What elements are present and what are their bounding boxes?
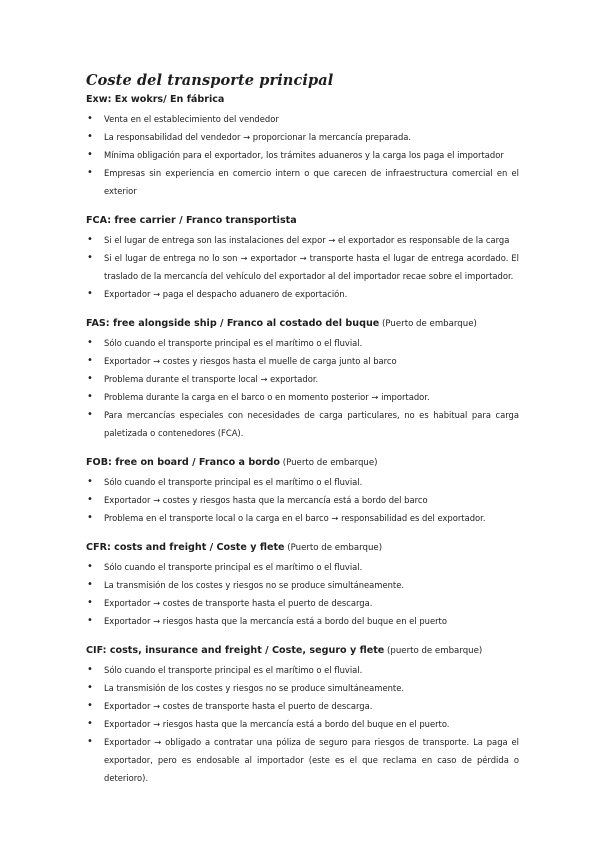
heading-term: FAS: free alongside ship / Franco al costado del buque	[86, 318, 380, 329]
heading-term: Exw: Ex wokrs/ En fábrica	[86, 94, 225, 105]
section-cif	[86, 644, 519, 787]
section-heading	[86, 541, 519, 555]
list-item: • Si el lugar de entrega son las instalaciones del expor → el exportador es responsable de la carga	[86, 231, 519, 249]
list-item: • Sólo cuando el transporte principal es el marítimo o el fluvial.	[86, 558, 519, 576]
list-item: • Exportador → costes y riesgos hasta el muelle de carga junto al barco	[86, 352, 519, 370]
section-fca	[86, 214, 519, 303]
list-item: • Mínima obligación para el exportador, los trámites aduaneros y la carga los paga el importador	[86, 146, 519, 164]
list-item: • Problema durante la carga en el barco o en momento posterior → importador.	[86, 388, 519, 406]
list-item: • Exportador → costes y riesgos hasta que la mercancía está a bordo del barco	[86, 491, 519, 509]
section-fob	[86, 456, 519, 527]
list-item: • Problema durante el transporte local → exportador.	[86, 370, 519, 388]
list-item: • Exportador → riesgos hasta que la mercancía está a bordo del buque en el puerto.	[86, 715, 519, 733]
list-item: • Exportador → obligado a contratar una póliza de seguro para riesgos de transporte. La paga el exportador, pero es endosable al importador (este es el que reclama en caso de pérdida o deterioro).	[86, 733, 519, 787]
list-item: • La responsabilidad del vendedor → proporcionar la mercancía preparada.	[86, 128, 519, 146]
list-item: • La transmisión de los costes y riesgos no se produce simultáneamente.	[86, 679, 519, 697]
bullet-list	[86, 661, 519, 787]
list-item: • Problema en el transporte local o la carga en el barco → responsabilidad es del exportador.	[86, 509, 519, 527]
list-item: • Sólo cuando el transporte principal es el marítimo o el fluvial.	[86, 334, 519, 352]
list-item: • Empresas sin experiencia en comercio intern o que carecen de infraestructura comercial en el exterior	[86, 164, 519, 200]
section-exw	[86, 93, 519, 200]
bullet-list	[86, 110, 519, 200]
bullet-list	[86, 558, 519, 630]
list-item: • Sólo cuando el transporte principal es el marítimo o el fluvial.	[86, 473, 519, 491]
list-item: • Venta en el establecimiento del vendedor	[86, 110, 519, 128]
heading-note: (Puerto de embarque)	[284, 543, 383, 553]
heading-note: (Puerto de embarque)	[280, 458, 378, 468]
bullet-list	[86, 231, 519, 303]
list-item: • La transmisión de los costes y riesgos no se produce simultáneamente.	[86, 576, 519, 594]
document-title: Coste del transporte principal	[86, 72, 334, 89]
section-heading	[86, 214, 519, 228]
list-item: • Sólo cuando el transporte principal es el marítimo o el fluvial.	[86, 661, 519, 679]
heading-term: CFR: costs and freight / Coste y flete	[86, 542, 285, 553]
heading-term: FOB: free on board / Franco a bordo	[86, 457, 280, 468]
heading-note: (puerto de embarque)	[384, 646, 483, 656]
section-heading	[86, 644, 519, 658]
section-heading	[86, 456, 519, 470]
list-item: • Exportador → paga el despacho aduanero de exportación.	[86, 285, 519, 303]
list-item: • Para mercancías especiales con necesidades de carga particulares, no es habitual para carga paletizada o contenedores (FCA).	[86, 406, 519, 442]
list-item: • Exportador → costes de transporte hasta el puerto de descarga.	[86, 697, 519, 715]
section-cfr	[86, 541, 519, 630]
section-fas	[86, 317, 519, 442]
list-item: • Exportador → costes de transporte hasta el puerto de descarga.	[86, 594, 519, 612]
bullet-list	[86, 473, 519, 527]
heading-note: (Puerto de embarque)	[379, 319, 477, 329]
section-heading	[86, 317, 519, 331]
section-heading	[86, 93, 519, 107]
heading-term: CIF: costs, insurance and freight / Coste, seguro y flete	[86, 645, 385, 656]
heading-term: FCA: free carrier / Franco transportista	[86, 215, 297, 226]
bullet-list	[86, 334, 519, 442]
list-item: • Si el lugar de entrega no lo son → exportador → transporte hasta el lugar de entrega acordado. El traslado de la mercancía del vehículo del exportador al del importador recae sobre el importador.	[86, 249, 519, 285]
list-item: • Exportador → riesgos hasta que la mercancía está a bordo del buque en el puerto	[86, 612, 519, 630]
